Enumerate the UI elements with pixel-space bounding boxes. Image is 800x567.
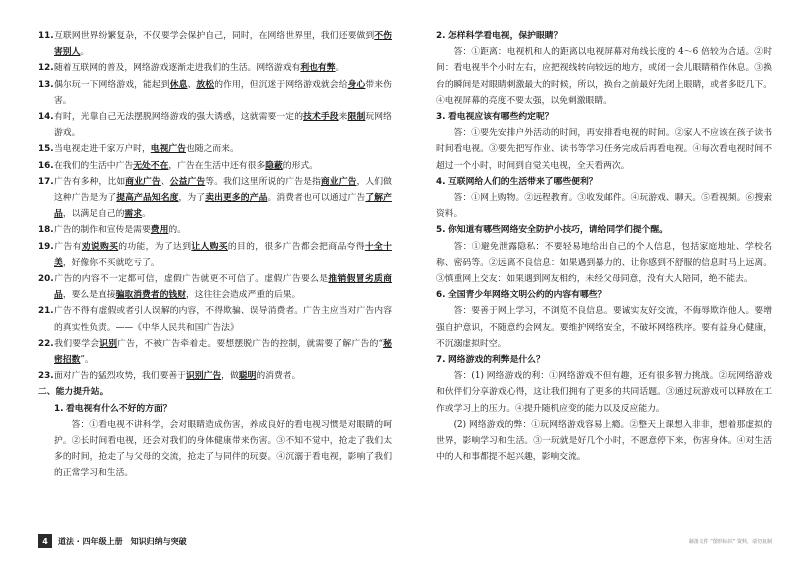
question-number: 4.	[436, 176, 446, 187]
fill-in-list	[38, 28, 392, 384]
answer-keyword: 限制	[347, 112, 366, 123]
question-number: 2.	[436, 31, 446, 41]
answer-keyword: 技术手段	[303, 112, 339, 123]
item-text: 的。	[168, 225, 186, 236]
item-text: ，以满足自己的	[62, 209, 125, 220]
item-number: 15.	[38, 144, 54, 155]
answer-keyword: 身心	[347, 79, 366, 90]
section-2-title: 二、能力提升站。	[38, 387, 109, 398]
item-text: 玩网络游戏。	[54, 112, 392, 139]
answer-keyword: 识别	[99, 338, 118, 349]
item-text: ，为了	[178, 193, 206, 204]
item-text: 也随之而来。	[185, 144, 239, 155]
item-text: 。	[80, 47, 90, 58]
question-title	[420, 222, 772, 238]
item-number: 13.	[38, 79, 54, 90]
item-number: 22.	[38, 338, 54, 349]
question-number: 3.	[436, 112, 446, 123]
question-1-text: 看电视有什么不好的方面？	[66, 403, 172, 414]
fill-in-item	[38, 336, 392, 368]
answer-keyword: 隐蔽	[265, 160, 283, 171]
book-title: 道法 · 四年级上册 知识归纳与突破	[58, 536, 187, 546]
answer-keyword: 不伤害别人	[54, 31, 392, 58]
question-answer: 答：(1) 网络游戏的利：①网络游戏不但有趣，还有很多智力挑战。②玩网络游戏和伙伴们分享游戏心得，这让我们拥有了更多的共同话题。③通过玩游戏可以释放在工作或学习上的压力。④提升随机应变的能力以及反应能力。	[436, 371, 772, 414]
answer-keyword: 秘密招数	[54, 338, 392, 366]
item-text: 广告的内容不一定都可信，虚假广告就更不可信了。虚假广告要么是	[54, 274, 329, 285]
item-text: ，做	[221, 371, 239, 382]
question-1-number: 1.	[54, 403, 64, 414]
item-text: 广告有多种，比如	[54, 176, 126, 187]
item-text: 、	[187, 79, 197, 90]
question-number: 7.	[436, 355, 446, 366]
fill-in-item	[38, 239, 392, 271]
item-text: 。	[142, 209, 151, 220]
item-text: 、	[160, 176, 170, 187]
item-text: ”。	[80, 355, 94, 366]
answer-keyword: 聪明	[238, 371, 257, 382]
question-1-answer: 答：①看电视不讲科学，会对眼睛造成伤害，养成良好的看电视习惯是对眼睛的呵护。②长时间看电视，还会对我们的身体健康带来伤害。③不知不觉中，抢走了我们太多的时间，抢走了与父母的交流，抢走了与同伴的玩耍。④沉溺于看电视，影响了我们的正常学习和生活。	[54, 419, 392, 479]
item-text: 等。我们这里所说的广告是指	[205, 176, 321, 187]
answer-keyword: 了解产品	[54, 193, 392, 220]
answer-keyword: 公益广告	[169, 176, 206, 187]
answer-keyword: 无处不在	[133, 160, 169, 171]
question-text: 互联网给人们的生活带来了哪些便利？	[448, 176, 598, 187]
question-answer: 答：①避免泄露隐私：不要轻易地给出自己的个人信息，包括家庭地址、学校名称、密码等。②远离不良信息：如果遇到暴力的、让你感到不舒服的信息时马上远离。③慎重网上交友：如果遇到网友相约，未经父母同意，没有大人陪同，绝不能去。	[436, 241, 772, 285]
answer-keyword: 电视广告	[150, 144, 186, 155]
footer-watermark: 制备文件 “图形标识” 资料，请勿复制	[688, 539, 772, 545]
item-text: 的消费者。	[256, 371, 301, 382]
fill-in-item	[38, 158, 392, 174]
fill-in-item	[38, 60, 392, 76]
answer-keyword: 商业广告	[320, 176, 357, 187]
fill-in-item	[38, 77, 392, 109]
item-text: 有时，光靠自己无法摆脱网络游戏的强大诱惑，这就需要一定的	[54, 112, 304, 123]
answer-keyword: 让人购买	[191, 241, 228, 252]
question-number: 6.	[436, 290, 446, 301]
answer-keyword: 利也有弊	[300, 63, 336, 74]
answer-keyword: 劝说购买	[81, 241, 119, 252]
item-number: 16.	[38, 160, 54, 171]
left-column	[38, 28, 392, 528]
answer-keyword: 十全十美	[54, 241, 392, 268]
item-text: 互联网世界纷繁复杂，不仅要学会保护自己，同时，在网络世界里，我们还要做到	[54, 31, 375, 41]
item-text: 我们要学会	[54, 338, 100, 349]
answer-keyword: 卖出更多的产品	[205, 193, 268, 204]
answer-keyword: 休息	[169, 79, 188, 90]
item-number: 19.	[38, 241, 54, 252]
item-text: 当电视走进千家万户时，	[54, 144, 151, 155]
question-text: 看电视应该有哪些约定呢？	[448, 112, 554, 123]
fill-in-item	[38, 222, 392, 238]
question-number: 5.	[436, 225, 446, 236]
item-text: 的功能，为了达到	[118, 241, 192, 252]
right-column	[420, 28, 772, 528]
item-number: 23.	[38, 371, 54, 382]
answer-keyword: 骗取消费者的钱财	[115, 290, 186, 301]
question-answer: 答：①距离：电视机和人的距离以电视屏幕对角线长度的 4～6 倍较为合适。②时间：看电视半个小时左右，应把视线转向较远的地方，或闭一会儿眼睛稍作休息。③换台的瞬间是对眼睛刺激最大的时候，所以，换台之前最好先闭上眼睛，或者多眨几下。④电视屏幕的亮度不要太强，以免刺激眼睛。	[436, 47, 772, 106]
item-number: 17.	[38, 176, 54, 187]
question-title	[420, 352, 772, 368]
question-title	[420, 174, 772, 190]
item-number: 11.	[38, 31, 54, 41]
item-number: 21.	[38, 306, 54, 317]
question-text: 怎样科学看电视，保护眼睛？	[448, 31, 563, 41]
question-title	[420, 287, 772, 303]
fill-in-item	[38, 368, 392, 384]
fill-in-item	[38, 141, 392, 157]
item-text: 面对广告的猛烈攻势，我们要善于	[54, 371, 186, 382]
item-text: ，人们做这种广告是为了	[54, 176, 392, 204]
question-answer: 答：①要先安排户外活动的时间，再安排看电视的时间。②家人不应该在孩子读书时间看电视。③要先把写作业、读书等学习任务完成后再看电视。④每次看电视时间不超过一个小时，时间到自觉关电视，全天看两次。	[436, 128, 772, 171]
answer-keyword: 需求	[124, 209, 143, 220]
question-text: 网络游戏的利弊是什么？	[448, 355, 545, 366]
item-text: 在我们的生活中广告	[54, 160, 134, 171]
page-number: 4	[38, 534, 52, 548]
item-text: ，这往往会造成严重的后果。	[186, 290, 301, 301]
fill-in-item	[38, 174, 392, 223]
item-text: 广告有	[54, 241, 82, 252]
item-text: 的作用，但沉迷于网络游戏就会给	[214, 79, 348, 90]
item-text: 来	[338, 112, 348, 123]
answer-keyword: 费用	[150, 225, 169, 236]
question-title	[420, 28, 772, 44]
answer-keyword: 识别广告	[185, 371, 222, 382]
item-number: 18.	[38, 225, 54, 236]
item-text: 。消费者也可以通过广告	[267, 193, 366, 204]
item-number: 20.	[38, 274, 54, 285]
item-text: 广告的制作和宣传是需要	[54, 225, 151, 236]
question-answer: (2) 网络游戏的弊：①玩网络游戏容易上瘾。②整天上课想入非非，想着那虚拟的世界，影响学习和生活。③一玩就是好几个小时，不愿意停下来，伤害身体。④对生活中的人和事都提不起兴趣，影响交流。	[436, 419, 772, 463]
question-answer: 答：①网上购物。②远程教育。③收发邮件。④玩游戏、聊天。⑤看视频。⑥搜索资料。	[436, 193, 772, 220]
item-text: ，广告在生活中还有很多	[168, 160, 266, 171]
answer-keyword: 商业广告	[125, 176, 161, 187]
fill-in-item	[38, 303, 392, 335]
fill-in-item	[38, 28, 392, 60]
answer-keyword: 放松	[196, 79, 215, 90]
item-text: 的形式。	[282, 160, 318, 171]
item-number: 14.	[38, 112, 54, 123]
fill-in-item	[38, 271, 392, 303]
item-text: 广告，不被广告牵着走。要想摆脱广告的控制，就需要了解广告的“	[117, 338, 383, 349]
item-number: 12.	[38, 63, 54, 74]
item-text: 。	[335, 63, 345, 74]
item-text: 带来伤害。	[54, 79, 392, 106]
answer-keyword: 推销假冒劣质商品	[54, 274, 392, 301]
question-text: 你知道有哪些网络安全防护小技巧，请给同学们提个醒。	[448, 225, 668, 236]
item-text: ，好像你不买就吃亏了。	[62, 257, 160, 268]
fill-in-item	[38, 109, 392, 141]
question-text: 全国青少年网络文明公约的内容有哪些？	[448, 290, 607, 301]
question-title	[420, 109, 772, 125]
answer-keyword: 提高产品知名度	[116, 193, 179, 204]
question-answer: 答：要善于网上学习，不浏览不良信息。要诚实友好交流，不侮辱欺诈他人。要增强自护意识，不随意约会网友。要维护网络安全，不破坏网络秩序。要有益身心健康，不沉溺虚拟时空。	[436, 306, 772, 349]
question-1-title	[38, 401, 392, 417]
item-text: ，要么是直接	[62, 290, 116, 301]
item-text: 随着互联网的普及，网络游戏逐渐走进我们的生活。网络游戏有	[54, 63, 301, 74]
item-text: 偶尔玩一下网络游戏，能起到	[54, 79, 170, 90]
item-text: 广告不得有虚假或者引人误解的内容，不得欺骗、误导消费者。广告主应当对广告内容的真实性负责。——《中华人民共和国广告法》	[54, 306, 392, 333]
item-text: 的目的，很多广告都会把商品夸得	[227, 241, 365, 252]
page-footer	[38, 534, 187, 548]
